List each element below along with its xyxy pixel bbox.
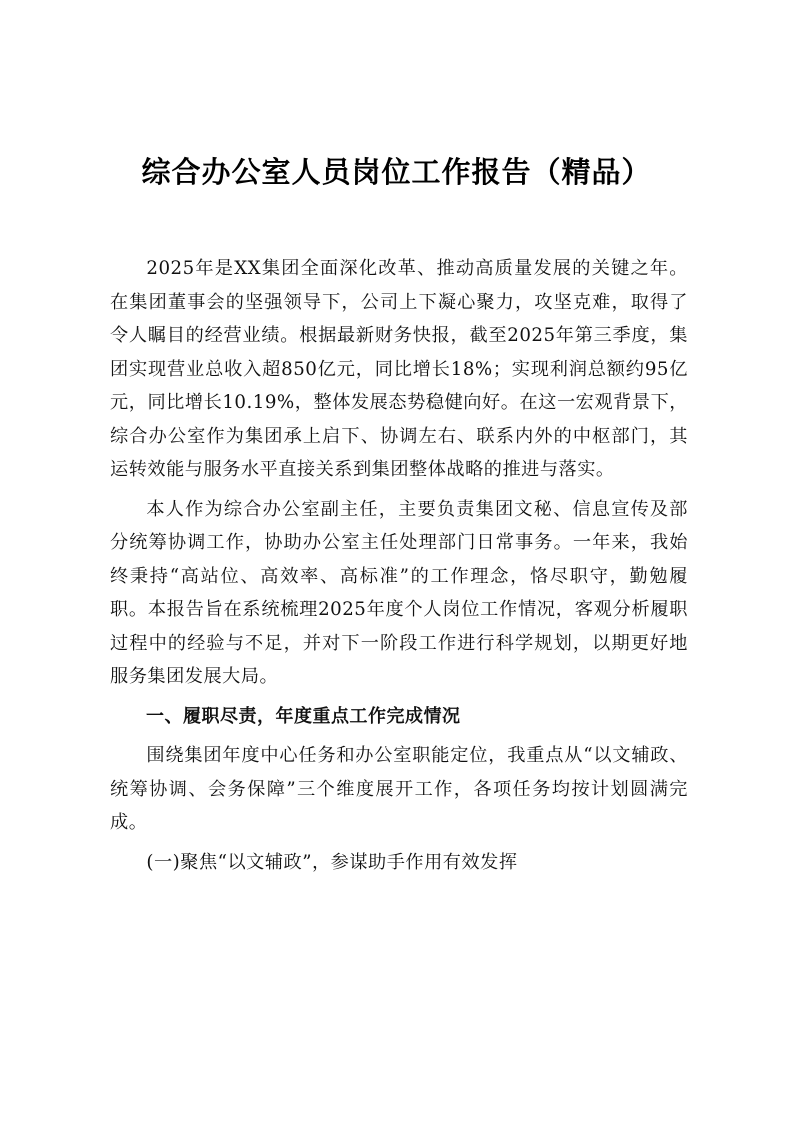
- paragraph-section-1-intro: 围绕集团年度中心任务和办公室职能定位，我重点从“以文辅政、统筹协调、会务保障”三个维度展开工作，各项任务均按计划圆满完成。: [110, 745, 688, 833]
- subsection-heading-1: (一)聚焦“以文辅政”，参谋助手作用有效发挥: [146, 851, 518, 873]
- document-body: [110, 252, 688, 885]
- paragraph-role: 本人作为综合办公室副主任，主要负责集团文秘、信息宣传及部分统筹协调工作，协助办公室主任处理部门日常事务。一年来，我始终秉持“高站位、高效率、高标准”的工作理念，恪尽职守，勤勉履职。本报告旨在系统梳理2025年度个人岗位工作情况，客观分析履职过程中的经验与不足，并对下一阶段工作进行科学规划，以期更好地服务集团发展大局。: [110, 498, 688, 687]
- document-title: 综合办公室人员岗位工作报告（精品）: [141, 155, 652, 189]
- paragraph-intro: 2025年是XX集团全面深化改革、推动高质量发展的关键之年。在集团董事会的坚强领导下，公司上下凝心聚力，攻坚克难，取得了令人瞩目的经营业绩。根据最新财务快报，截至2025年第三季度，集团实现营业总收入超850亿元，同比增长18%；实现利润总额约95亿元，同比增长10.19%，整体发展态势稳健向好。在这一宏观背景下，综合办公室作为集团承上启下、协调左右、联系内外的中枢部门，其运转效能与服务水平直接关系到集团整体战略的推进与落实。: [110, 258, 688, 480]
- section-heading-1: 一、履职尽责，年度重点工作完成情况: [146, 705, 461, 727]
